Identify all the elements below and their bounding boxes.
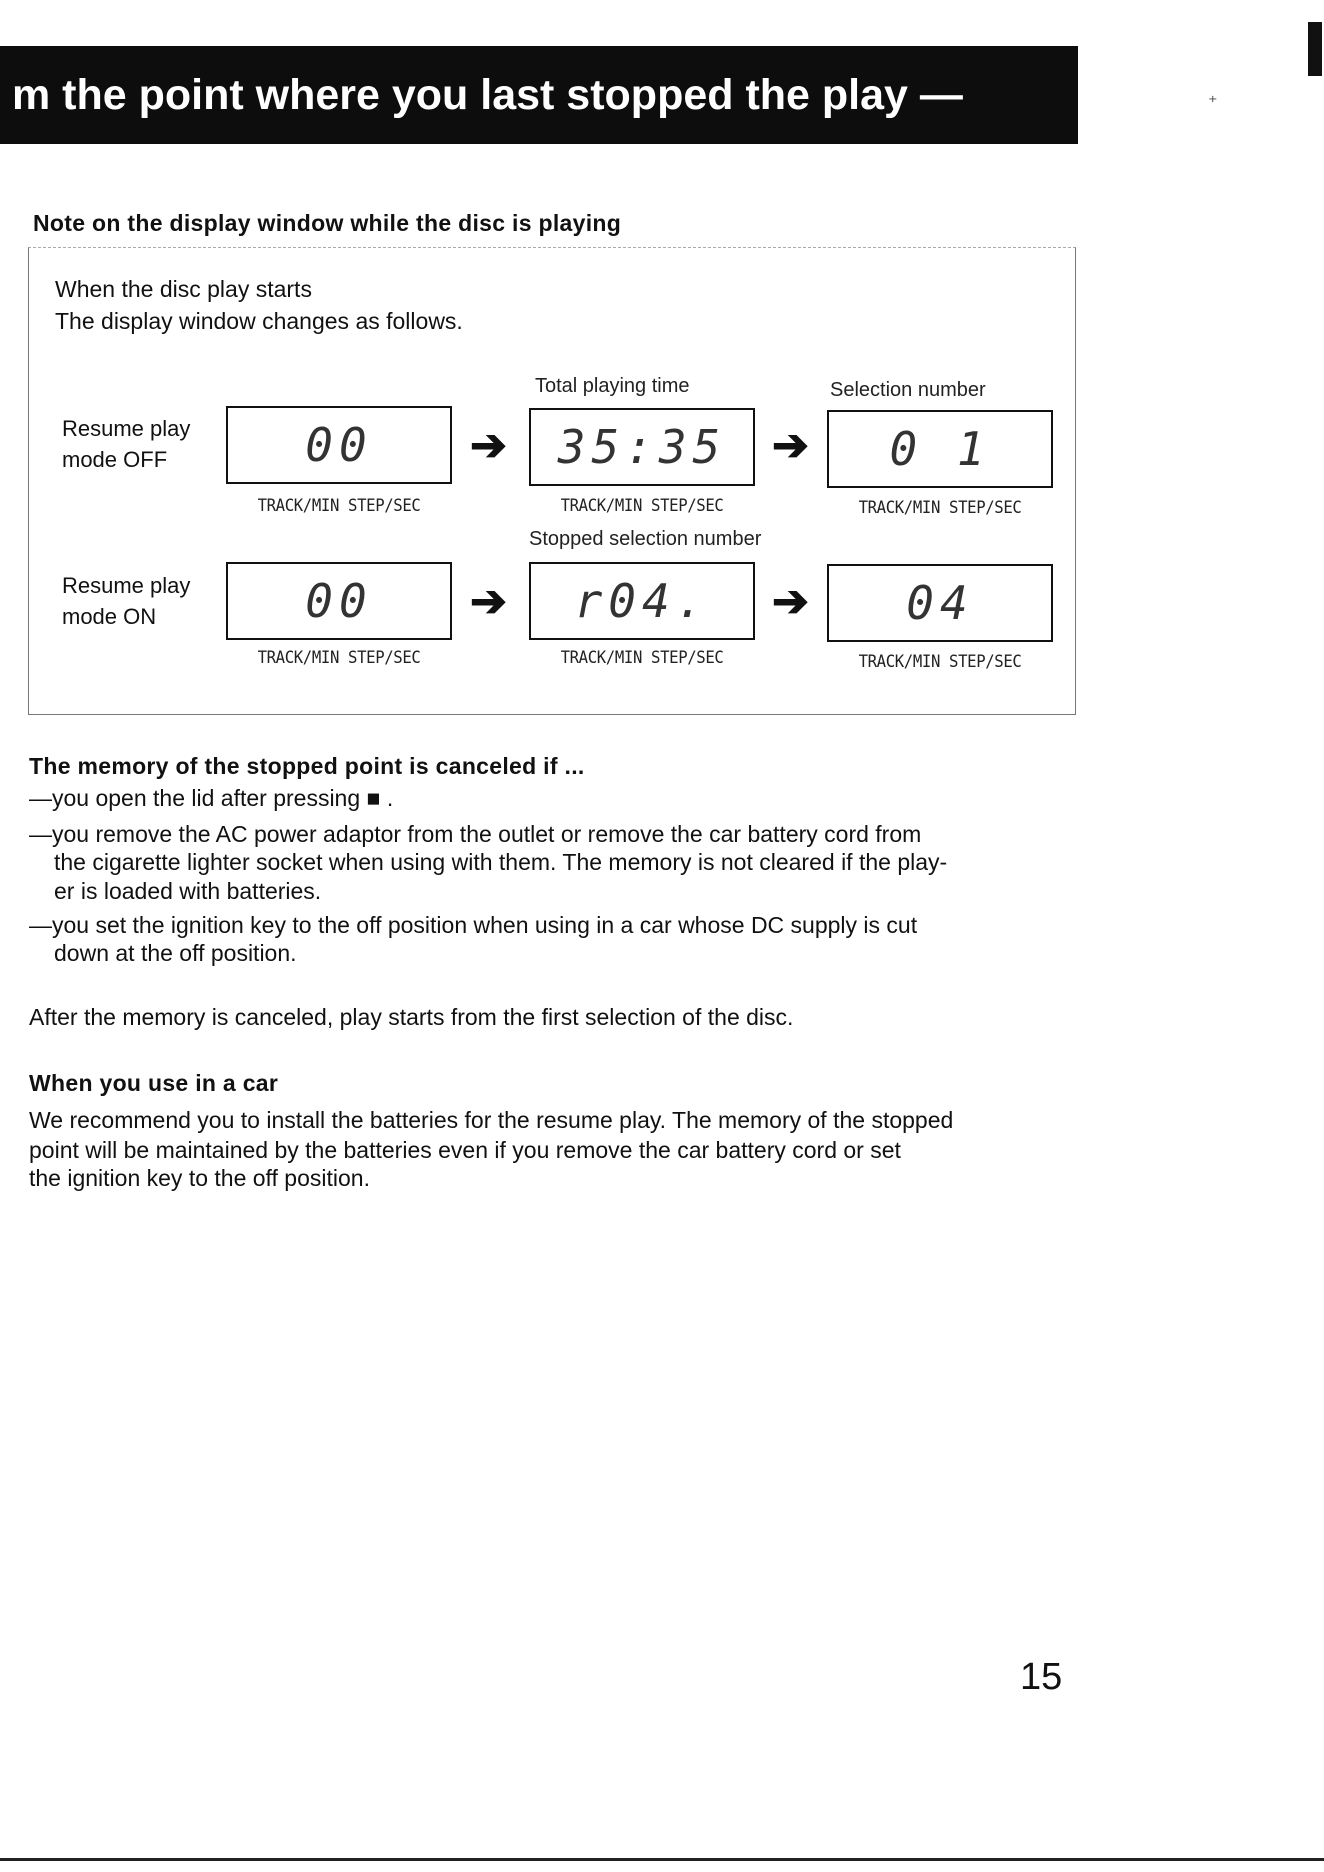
arrow-right-icon: ➔ xyxy=(470,421,507,470)
arrow-right-icon: ➔ xyxy=(772,577,809,626)
lcd-display-on-stopped: r04. xyxy=(529,562,755,640)
lcd-label: TRACK/MIN STEP/SEC xyxy=(858,652,1022,672)
car-use-line-2: point will be maintained by the batteries even if you remove the car battery cord or set xyxy=(29,1137,901,1163)
lcd-display-on-start: 00 xyxy=(226,562,452,640)
row-label-resume-on xyxy=(62,570,190,632)
display-note-heading: Note on the display window while the disc is playing xyxy=(33,210,622,236)
intro-line-1: When the disc play starts xyxy=(55,276,312,302)
cancel-condition-3-line-1: —you set the ignition key to the off position when using in a car whose DC supply is cut xyxy=(29,912,918,938)
arrow-right-icon: ➔ xyxy=(470,577,507,626)
lcd-display-off-total-time: 35:35 xyxy=(529,408,755,486)
row-label-line: Resume play xyxy=(62,416,191,441)
bottom-rule xyxy=(0,1858,1324,1861)
caption-selection-number: Selection number xyxy=(830,379,986,401)
caption-stopped-selection-number: Stopped selection number xyxy=(529,528,762,550)
cancel-condition-1: —you open the lid after pressing ■ . xyxy=(29,785,394,811)
car-use-line-3: the ignition key to the off position. xyxy=(29,1165,370,1191)
lcd-label: TRACK/MIN STEP/SEC xyxy=(560,496,724,516)
row-label-line: Resume play xyxy=(62,573,191,598)
lcd-label: TRACK/MIN STEP/SEC xyxy=(257,648,421,668)
lcd-label: TRACK/MIN STEP/SEC xyxy=(858,498,1022,518)
cancel-condition-2-line-2: the cigarette lighter socket when using with them. The memory is not cleared if the play- xyxy=(54,849,948,875)
lcd-display-off-start: 00 xyxy=(226,406,452,484)
lcd-label: TRACK/MIN STEP/SEC xyxy=(257,496,421,516)
arrow-right-icon: ➔ xyxy=(772,421,809,470)
lcd-label: TRACK/MIN STEP/SEC xyxy=(560,648,724,668)
row-label-line: mode ON xyxy=(62,604,157,629)
car-use-line-1: We recommend you to install the batteries for the resume play. The memory of the stopped xyxy=(29,1107,954,1133)
caption-total-playing-time: Total playing time xyxy=(535,375,690,397)
car-use-heading: When you use in a car xyxy=(29,1070,279,1096)
after-cancel-text: After the memory is canceled, play starts from the first selection of the disc. xyxy=(29,1004,794,1030)
cancel-condition-3-line-2: down at the off position. xyxy=(54,940,297,966)
page-edge-tab-mark xyxy=(1308,22,1322,76)
page-header-title: m the point where you last stopped the play — xyxy=(12,70,963,119)
row-label-resume-off xyxy=(62,413,190,475)
page-number: 15 xyxy=(1020,1656,1063,1698)
cancel-condition-2-line-1: —you remove the AC power adaptor from the outlet or remove the car battery cord from xyxy=(29,821,922,847)
lcd-display-off-selection: 0 1 xyxy=(827,410,1053,488)
page-header-banner xyxy=(0,46,1078,144)
memory-cancel-heading: The memory of the stopped point is canceled if ... xyxy=(29,753,585,779)
cancel-condition-2-line-3: er is loaded with batteries. xyxy=(54,878,322,904)
lcd-display-on-selection: 04 xyxy=(827,564,1053,642)
scan-speck: ⁺ xyxy=(1208,92,1218,112)
intro-line-2: The display window changes as follows. xyxy=(55,308,463,334)
row-label-line: mode OFF xyxy=(62,447,168,472)
